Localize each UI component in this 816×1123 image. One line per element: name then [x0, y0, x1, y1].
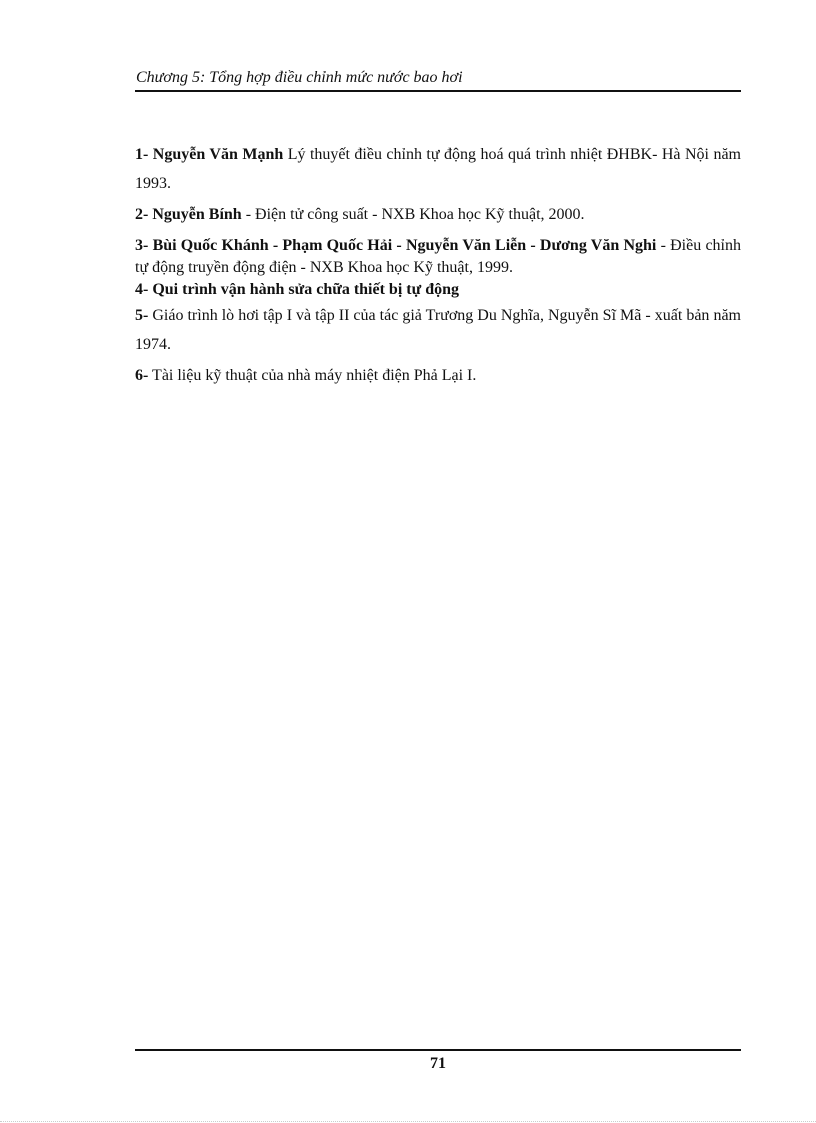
reference-number: 6- — [135, 367, 149, 384]
reference-author: Qui trình vận hành sửa chữa thiết bị tự động — [152, 281, 459, 298]
page-header — [135, 64, 741, 92]
reference-item-2 — [135, 200, 741, 229]
reference-author: Nguyễn Văn Mạnh — [152, 146, 284, 163]
reference-item-1 — [135, 140, 741, 198]
reference-number: 5- — [135, 307, 149, 324]
reference-number: 1- — [135, 146, 149, 163]
reference-author: Nguyễn Bính — [152, 206, 242, 223]
reference-text: Tài liệu kỹ thuật của nhà máy nhiệt điện Phả Lại I. — [148, 367, 477, 384]
reference-number: 4- — [135, 281, 149, 298]
reference-number: 2- — [135, 206, 149, 223]
page-edge-divider — [0, 1121, 816, 1122]
reference-item-6 — [135, 361, 741, 390]
reference-list — [135, 140, 741, 390]
reference-text: Lý thuyết điều chỉnh tự động hoá quá trình nhiệt ĐHBK- Hà Nội năm 1993. — [135, 146, 742, 192]
page-number: 71 — [430, 1055, 446, 1072]
page-footer — [135, 1049, 741, 1072]
reference-author: Bùi Quốc Khánh - Phạm Quốc Hải - Nguyễn Văn Liễn - Dương Văn Nghi — [152, 237, 657, 254]
reference-number: 3- — [135, 237, 149, 254]
reference-text: - Điện tử công suất - NXB Khoa học Kỹ thuật, 2000. — [241, 206, 585, 223]
reference-text: - Điều chỉnh tự động truyền động điện - NXB Khoa học Kỹ thuật, 1999. — [135, 237, 741, 276]
reference-text: Giáo trình lò hơi tập I và tập II của tác giả Trương Du Nghĩa, Nguyễn Sĩ Mã - xuất bản năm 1974. — [135, 307, 741, 353]
reference-item-3 — [135, 235, 741, 279]
reference-item-4 — [135, 279, 741, 301]
chapter-title: Chương 5: Tổng hợp điều chỉnh mức nước bao hơi — [136, 69, 463, 86]
reference-item-5 — [135, 301, 741, 359]
